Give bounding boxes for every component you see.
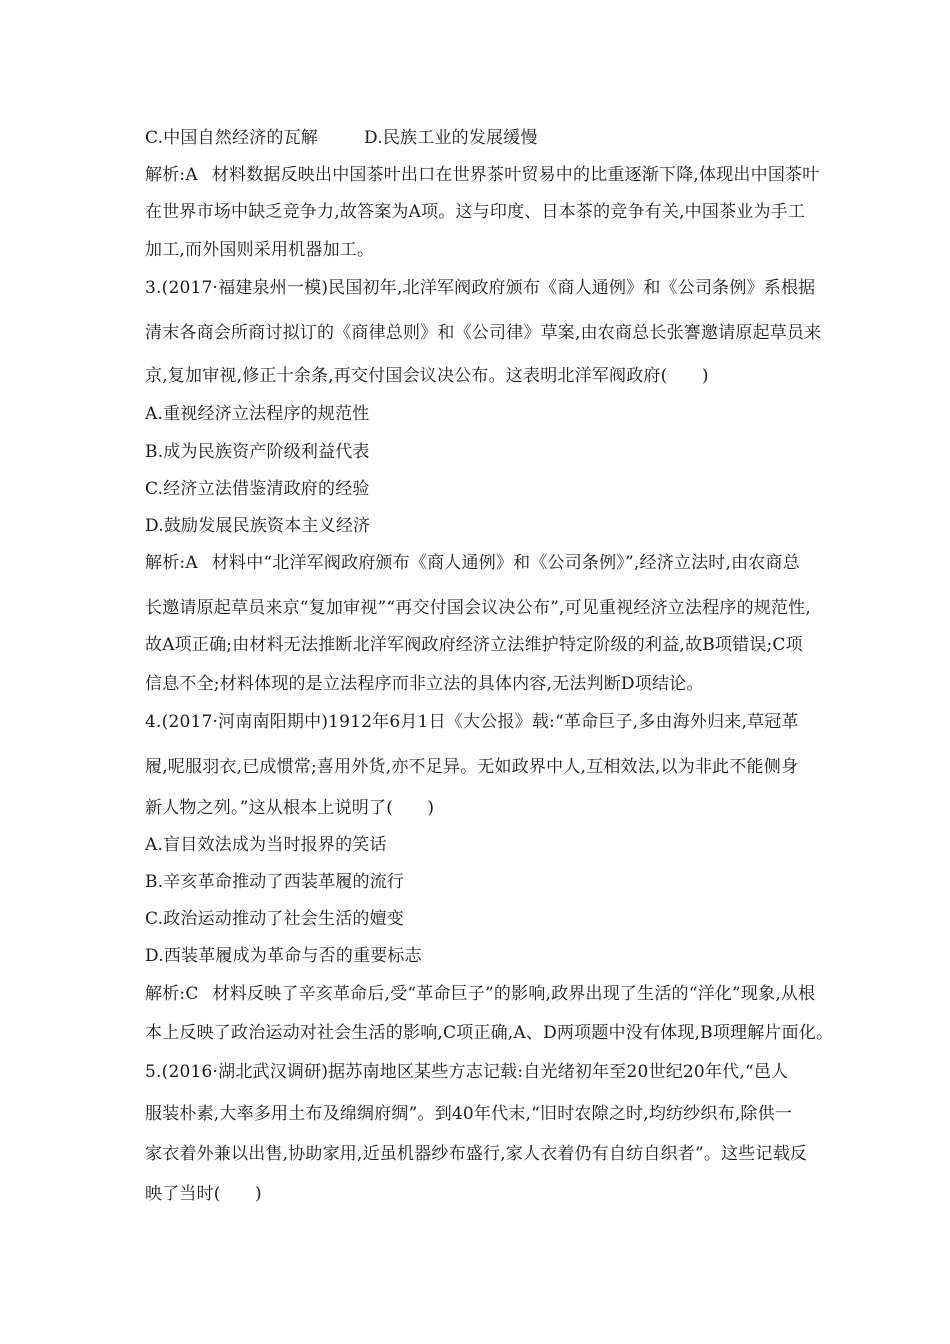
q3-option-d: D.鼓励发展民族资本主义经济 xyxy=(145,516,371,536)
q5-stem-line-3: 家衣着外兼以出售,协助家用,近虽机器纱布盛行,家人衣着仍有自纺自织者”。这些记载反 xyxy=(145,1144,808,1164)
q3-analysis-line-3: 故A项正确;由材料无法推断北洋军阀政府经济立法维护特定阶级的利益,故B项错误;C项 xyxy=(145,635,803,655)
q3-stem-line-3: 京,复加审视,修正十余条,再交付国会议决公布。这表明北洋军阀政府( ) xyxy=(145,366,709,386)
q3-analysis-line-4: 信息不全;材料体现的是立法程序而非立法的具体内容,无法判断D项结论。 xyxy=(145,674,704,694)
q4-analysis-prefix: 解析:C xyxy=(145,984,199,1004)
q4-stem-line-2: 履,呢服羽衣,已成惯常;喜用外货,亦不足异。无如政界中人,互相效法,以为非此不能侧身 xyxy=(145,757,799,777)
q2-options-cd xyxy=(145,127,538,149)
q4-option-c: C.政治运动推动了社会生活的嬗变 xyxy=(145,909,405,929)
q2-analysis-line-2: 在世界市场中缺乏竞争力,故答案为A项。这与印度、日本茶的竞争有关,中国茶业为手工 xyxy=(145,202,806,222)
q5-stem-line-1: 5.(2016·湖北武汉调研)据苏南地区某些方志记载:自光绪初年至20世纪20年代,“邑人 xyxy=(145,1062,789,1082)
q4-analysis-line-2: 本上反映了政治运动对社会生活的影响,C项正确,A、D两项题中没有体现,B项理解片面化。 xyxy=(145,1023,834,1043)
q3-analysis-line-1 xyxy=(145,552,800,574)
q3-option-c: C.经济立法借鉴清政府的经验 xyxy=(145,479,370,499)
q5-stem-line-4: 映了当时( ) xyxy=(145,1184,262,1204)
q4-analysis-text: 材料反映了辛亥革命后,受“革命巨子”的影响,政界出现了生活的“洋化”现象,从根 xyxy=(212,984,816,1004)
q2-option-c: C.中国自然经济的瓦解 xyxy=(145,128,319,148)
q2-analysis-text: 材料数据反映出中国茶叶出口在世界茶叶贸易中的比重逐渐下降,体现出中国茶叶 xyxy=(211,165,820,185)
q4-option-a: A.盲目效法成为当时报界的笑话 xyxy=(145,835,387,855)
q3-stem-line-2: 清末各商会所商讨拟订的《商律总则》和《公司律》草案,由农商总长张謇邀请原起草员来 xyxy=(145,323,822,343)
q3-stem-line-1: 3.(2017·福建泉州一模)民国初年,北洋军阀政府颁布《商人通例》和《公司条例》系根据 xyxy=(145,278,816,298)
q2-option-d: D.民族工业的发展缓慢 xyxy=(364,128,538,148)
q3-option-b: B.成为民族资产阶级利益代表 xyxy=(145,442,370,462)
q3-analysis-text: 材料中“北洋军阀政府颁布《商人通例》和《公司条例》”,经济立法时,由农商总 xyxy=(211,553,800,573)
q4-stem-line-1: 4.(2017·河南南阳期中)1912年6月1日《大公报》载:“革命巨子,多由海外归来,草冠革 xyxy=(145,712,799,732)
q3-analysis-line-2: 长邀请原起草员来京“复加审视”“再交付国会议决公布”,可见重视经济立法程序的规范性, xyxy=(145,598,811,618)
q4-option-b: B.辛亥革命推动了西装革履的流行 xyxy=(145,872,405,892)
q3-analysis-prefix: 解析:A xyxy=(145,553,198,573)
q5-stem-line-2: 服装朴素,大率多用土布及绵绸府绸”。到40年代末,“旧时农隙之时,均纺纱织布,除供一 xyxy=(145,1104,793,1124)
q4-stem-line-3: 新人物之列。”这从根本上说明了( ) xyxy=(145,798,435,818)
q4-analysis-line-1 xyxy=(145,983,815,1005)
q4-option-d: D.西装革履成为革命与否的重要标志 xyxy=(145,946,422,966)
q2-analysis-prefix: 解析:A xyxy=(145,165,198,185)
q3-option-a: A.重视经济立法程序的规范性 xyxy=(145,404,370,424)
q2-analysis-line-3: 加工,而外国则采用机器加工。 xyxy=(145,240,375,260)
q2-analysis-line-1 xyxy=(145,164,819,186)
